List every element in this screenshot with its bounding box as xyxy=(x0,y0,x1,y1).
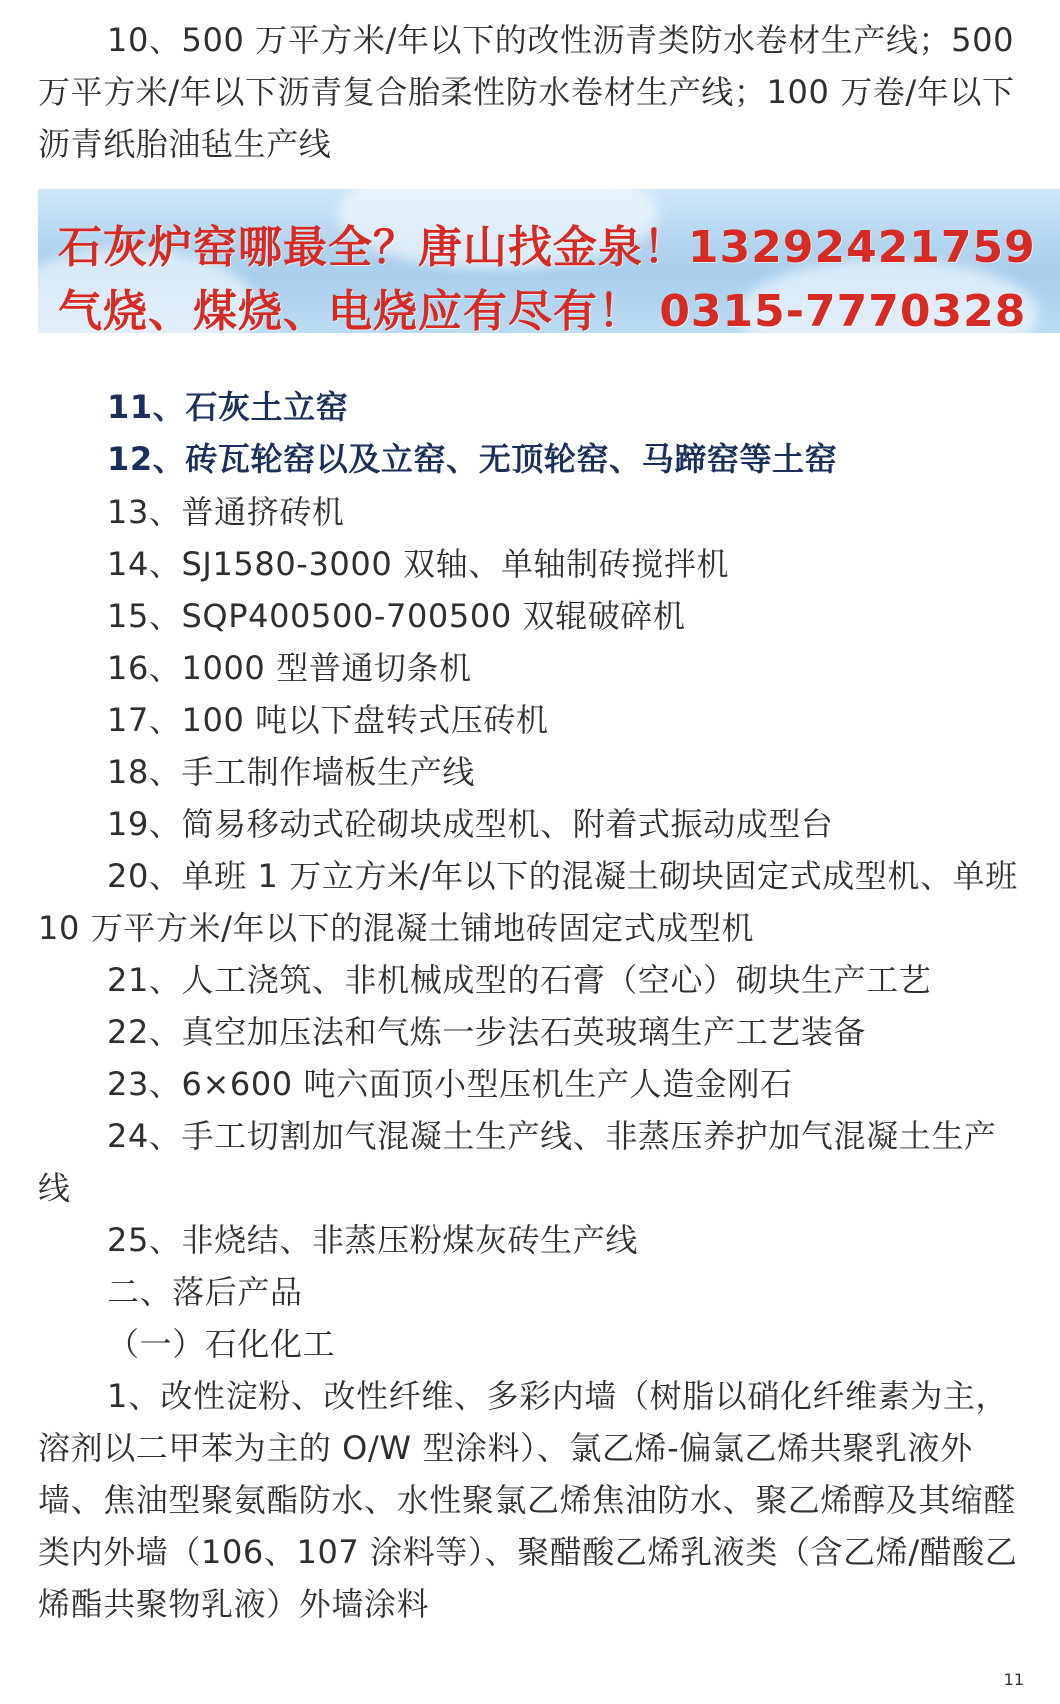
list-item-22: 22、真空加压法和气炼一步法石英玻璃生产工艺装备 xyxy=(107,1013,867,1051)
list-item-13: 13、普通挤砖机 xyxy=(107,493,345,531)
page-number: 11 xyxy=(1003,1670,1024,1689)
subsection-heading: （一）石化化工 xyxy=(107,1325,336,1363)
list-item-12: 12、砖瓦轮窑以及立窑、无顶轮窑、马蹄窑等土窑 xyxy=(107,440,838,478)
advertisement-banner[interactable] xyxy=(38,189,1060,333)
bottom-paragraph: 1、改性淀粉、改性纤维、多彩内墙（树脂以硝化纤维素为主，溶剂以二甲苯为主的 O/W 型涂料）、氯乙烯-偏氯乙烯共聚乳液外墙、焦油型聚氨酯防水、水性聚氯乙烯焦油防水、聚乙烯醇及其缩醛类内外墙（106、107 涂料等）、聚醋酸乙烯乳液类（含乙烯/醋酸乙烯酯共聚物乳液）外墙涂料 xyxy=(38,1377,1018,1623)
list-item-17: 17、100 吨以下盘转式压砖机 xyxy=(107,701,549,739)
list-item-11: 11、石灰土立窑 xyxy=(107,388,349,426)
list-item-19: 19、简易移动式砼砌块成型机、附着式振动成型台 xyxy=(107,805,834,843)
list-item-15: 15、SQP400500-700500 双辊破碎机 xyxy=(107,597,686,635)
list-item-14: 14、SJ1580-3000 双轴、单轴制砖搅拌机 xyxy=(107,545,730,583)
list-item-23: 23、6×600 吨六面顶小型压机生产人造金刚石 xyxy=(107,1065,793,1103)
section-heading: 二、落后产品 xyxy=(107,1273,303,1311)
banner-line-2: 气烧、煤烧、电烧应有尽有！ 0315-7770328 xyxy=(58,286,1027,333)
list-item-20: 20、单班 1 万立方米/年以下的混凝土砌块固定式成型机、单班 10 万平方米/年以下的混凝土铺地砖固定式成型机 xyxy=(38,857,1018,947)
list-item-18: 18、手工制作墙板生产线 xyxy=(107,753,475,791)
list-item-25: 25、非烧结、非蒸压粉煤灰砖生产线 xyxy=(107,1221,638,1259)
list-item-24: 24、手工切割加气混凝土生产线、非蒸压养护加气混凝土生产线 xyxy=(38,1117,997,1207)
list-item-16: 16、1000 型普通切条机 xyxy=(107,649,472,687)
list-item-21: 21、人工浇筑、非机械成型的石膏（空心）砌块生产工艺 xyxy=(107,961,932,999)
top-paragraph: 10、500 万平方米/年以下的改性沥青类防水卷材生产线；500 万平方米/年以下沥青复合胎柔性防水卷材生产线；100 万卷/年以下沥青纸胎油毡生产线 xyxy=(38,21,1015,163)
banner-line-1: 石灰炉窑哪最全？唐山找金泉！13292421759 xyxy=(58,222,1036,273)
